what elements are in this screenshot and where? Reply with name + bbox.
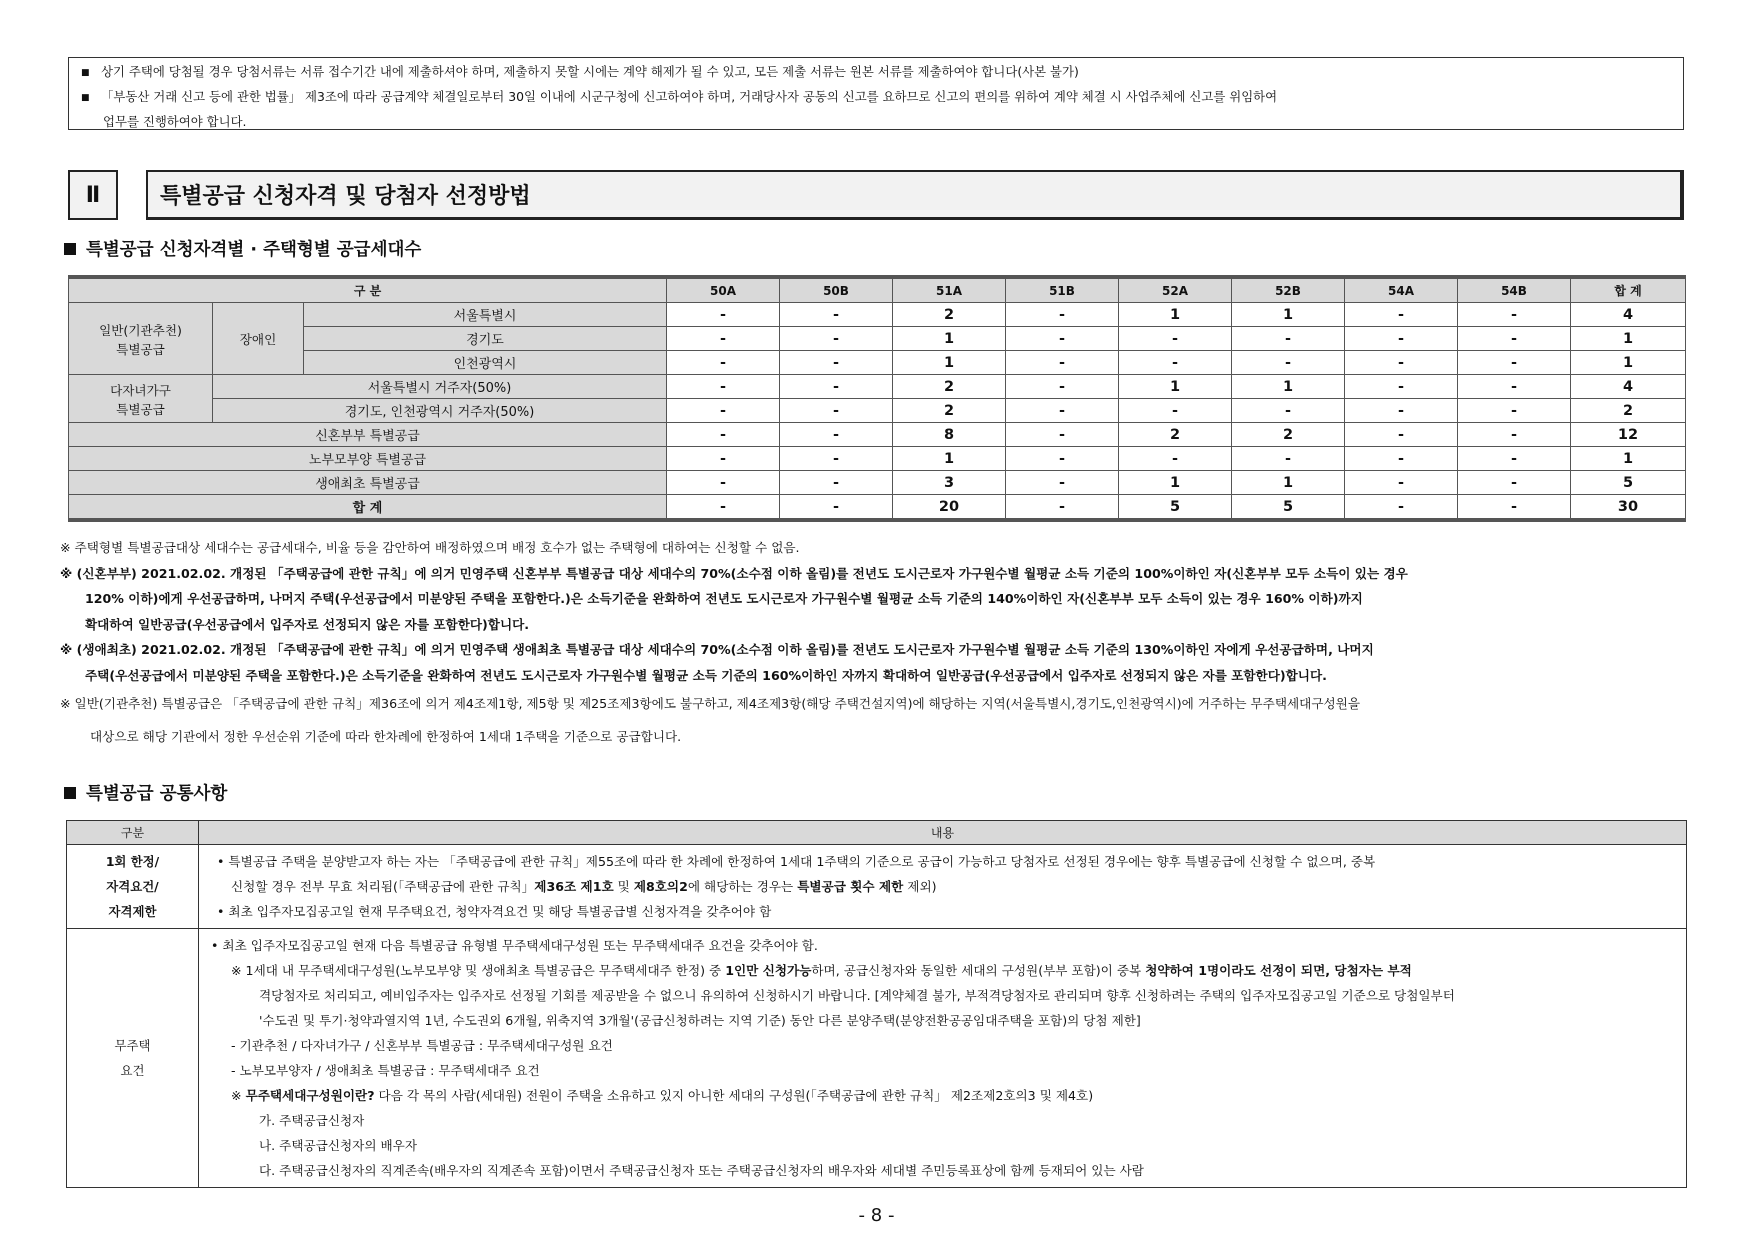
content-line: • 최초 입주자모집공고일 현재 다음 특별공급 유형별 무주택세대구성원 또는 무주택세대주 요건을 갖추어야 함. (211, 938, 818, 953)
cell-value: 1 (893, 327, 1006, 351)
note-3-line-1: ※ (생애최초) 2021.02.02. 개정된 「주택공급에 관한 규칙」에 의거 민영주택 생애최초 특별공급 대상 세대수의 70%(소수점 이하 올림)를 전년도 도시근로자 가구원수별 월평균 소득 기준의 130%이하인 자에게 우선공급하며, 나머지 (60, 642, 1374, 658)
cell-value: - (667, 399, 780, 423)
common-row-homeless (67, 929, 1687, 1188)
subtitle-supply: 특별공급 신청자격별 · 주택형별 공급세대수 (64, 236, 421, 261)
cell-value: 8 (893, 423, 1006, 447)
table-total-row (69, 495, 1686, 521)
notice-line-2: ■ 「부동산 거래 신고 등에 관한 법률」 제3조에 따라 공급계약 체결일로부터 30일 이내에 시군구청에 신고하여야 하며, 거래당사자 공동의 신고를 요하므로 신고의 편의를 위하여 계약 체결 시 사업주체에 신고를 위임하여 (81, 85, 1673, 110)
cell-value: - (1345, 327, 1458, 351)
cell-total: 1 (1571, 327, 1686, 351)
common-header-row (67, 821, 1687, 845)
content-line: - 노부모부양자 / 생애최초 특별공급 : 무주택세대주 요건 (231, 1063, 540, 1078)
cell-value: 5 (1232, 495, 1345, 521)
notes (60, 535, 1680, 750)
header-type: 54B (1458, 277, 1571, 303)
row-label: 인천광역시 (304, 351, 667, 375)
cell-value: - (667, 375, 780, 399)
cell-total: 1 (1571, 351, 1686, 375)
cell-value: - (1006, 399, 1119, 423)
notice-line-1: ■ 상기 주택에 당첨될 경우 당첨서류는 서류 접수기간 내에 제출하셔야 하며, 제출하지 못할 시에는 계약 해제가 될 수 있고, 모든 제출 서류는 원본 서류를 제출하여야 합니다(사본 불가) (81, 60, 1673, 85)
table-row (69, 399, 1686, 423)
cell-value: - (780, 495, 893, 521)
section-header (68, 170, 1684, 220)
table-row (69, 471, 1686, 495)
note-1: ※ 주택형별 특별공급대상 세대수는 공급세대수, 비율 등을 감안하여 배정하였으며 배정 호수가 없는 주택형에 대하여는 신청할 수 없음. (60, 540, 800, 555)
cell-value: - (780, 399, 893, 423)
cell-value: - (1345, 399, 1458, 423)
cell-value: - (1458, 327, 1571, 351)
cell-value: - (1458, 495, 1571, 521)
table-row (69, 375, 1686, 399)
category-multi-child: 다자녀가구 특별공급 (69, 375, 213, 423)
cell-value: - (1458, 303, 1571, 327)
bullet-icon: ■ (81, 93, 90, 103)
content-line: • 최초 입주자모집공고일 현재 무주택요건, 청약자격요건 및 해당 특별공급별 신청자격을 갖추어야 함 (217, 904, 772, 919)
cell-total: 30 (1571, 495, 1686, 521)
cell-value: 20 (893, 495, 1006, 521)
header-content: 내용 (199, 821, 1687, 845)
cell-value: 2 (893, 399, 1006, 423)
square-bullet-icon (64, 787, 76, 799)
category-general: 일반(기관추천) 특별공급 (69, 303, 213, 375)
header-category: 구분 (67, 821, 199, 845)
row-content (199, 929, 1687, 1188)
cell-value: - (667, 495, 780, 521)
cell-value: - (1119, 399, 1232, 423)
cell-value: - (1345, 303, 1458, 327)
cell-value: - (780, 327, 893, 351)
header-type: 54A (1345, 277, 1458, 303)
cell-value: - (667, 351, 780, 375)
table-row (69, 327, 1686, 351)
cell-value: - (1458, 399, 1571, 423)
note-4-line-2: 대상으로 해당 기관에서 정한 우선순위 기준에 따라 한차례에 한정하여 1세대 1주택을 기준으로 공급합니다. (90, 729, 682, 745)
cell-total: 4 (1571, 303, 1686, 327)
page-number: - 8 - (858, 1205, 895, 1226)
content-line: ※ 1세대 내 무주택세대구성원(노부모부양 및 생애최초 특별공급은 무주택세대주 한정) 중 1인만 신청가능하며, 공급신청자와 동일한 세대의 구성원(부부 포함)이 중복 청약하여 1명이라도 선정이 되면, 당첨자는 부적 (231, 963, 1412, 978)
cell-value: - (1345, 351, 1458, 375)
cell-total: 5 (1571, 471, 1686, 495)
subtitle-common: 특별공급 공통사항 (64, 780, 227, 805)
cell-total: 2 (1571, 399, 1686, 423)
cell-value: - (1006, 447, 1119, 471)
cell-value: - (1006, 351, 1119, 375)
header-category: 구 분 (69, 277, 667, 303)
content-line: '수도권 및 투기·청약과열지역 1년, 수도권외 6개월, 위축지역 3개월'(공급신청하려는 지역 기준) 동안 다른 분양주택(분양전환공공임대주택을 포함)의 당첨 제한] (259, 1013, 1141, 1028)
supply-table (68, 275, 1686, 522)
cell-value: - (1232, 327, 1345, 351)
cell-value: - (667, 447, 780, 471)
cell-total: 1 (1571, 447, 1686, 471)
row-label: 노부모부양 특별공급 (69, 447, 667, 471)
note-2-line-3: 확대하여 일반공급(우선공급에서 입주자로 선정되지 않은 자를 포함한다)합니다. (85, 616, 530, 632)
note-4-line-1: ※ 일반(기관추천) 특별공급은 「주택공급에 관한 규칙」제36조에 의거 제4조제1항, 제5항 및 제25조제3항에도 불구하고, 제4조제3항(해당 주택건설지역)에 해당하는 지역(서울특별시,경기도,인천광역시)에 거주하는 무주택세대구성원을 (60, 695, 1360, 711)
cell-value: 1 (1119, 303, 1232, 327)
cell-value: 1 (1232, 471, 1345, 495)
cell-total: 12 (1571, 423, 1686, 447)
cell-value: 1 (893, 447, 1006, 471)
table-header-row (69, 277, 1686, 303)
cell-value: 1 (893, 351, 1006, 375)
cell-total: 4 (1571, 375, 1686, 399)
row-label: 서울특별시 거주자(50%) (213, 375, 667, 399)
cell-value: - (1006, 423, 1119, 447)
cell-value: - (1119, 327, 1232, 351)
cell-value: - (667, 423, 780, 447)
note-2-line-2: 120% 이하)에게 우선공급하며, 나머지 주택(우선공급에서 미분양된 주택을 포함한다.)은 소득기준을 완화하여 전년도 도시근로자 가구원수별 월평균 소득 기준의 140%이하인 자(신혼부부 모두 소득이 있는 경우 160% 이하)까지 (85, 591, 1363, 607)
row-label: 경기도, 인천광역시 거주자(50%) (213, 399, 667, 423)
table-row (69, 447, 1686, 471)
cell-value: - (1458, 351, 1571, 375)
cell-value: - (1006, 303, 1119, 327)
header-type: 51A (893, 277, 1006, 303)
cell-value: - (667, 303, 780, 327)
cell-value: - (1232, 351, 1345, 375)
cell-value: - (667, 471, 780, 495)
cell-value: 2 (1119, 423, 1232, 447)
cell-value: - (667, 327, 780, 351)
cell-value: - (1458, 447, 1571, 471)
cell-value: - (1006, 375, 1119, 399)
cell-value: - (1345, 495, 1458, 521)
table-row (69, 351, 1686, 375)
content-line: 격당첨자로 처리되고, 예비입주자는 입주자로 선정될 기회를 제공받을 수 없으니 유의하여 신청하시기 바랍니다. [계약체결 불가, 부적격당첨자로 관리되며 향후 신청하려는 주택의 입주자모집공고일 기준으로 당첨일부터 (259, 988, 1455, 1003)
cell-value: - (780, 423, 893, 447)
table-row (69, 303, 1686, 327)
row-label: 무주택 요건 (67, 929, 199, 1188)
header-total: 합 계 (1571, 277, 1686, 303)
row-content (199, 845, 1687, 929)
content-line: 신청할 경우 전부 무효 처리됨(「주택공급에 관한 규칙」제36조 제1호 및 제8호의2에 해당하는 경우는 특별공급 횟수 제한 제외) (231, 879, 937, 894)
category-disabled: 장애인 (213, 303, 304, 375)
square-bullet-icon (64, 243, 76, 255)
cell-value: 3 (893, 471, 1006, 495)
cell-value: - (1345, 471, 1458, 495)
cell-value: 1 (1119, 471, 1232, 495)
common-table (66, 820, 1687, 1188)
cell-value: 2 (893, 303, 1006, 327)
cell-value: 1 (1119, 375, 1232, 399)
cell-value: - (1006, 327, 1119, 351)
header-type: 52B (1232, 277, 1345, 303)
cell-value: 5 (1119, 495, 1232, 521)
section-title: 특별공급 신청자격 및 당첨자 선정방법 (146, 170, 1684, 220)
cell-value: - (1345, 423, 1458, 447)
cell-value: - (1119, 351, 1232, 375)
header-type: 50B (780, 277, 893, 303)
notice-line-3: 업무를 진행하여야 합니다. (103, 114, 247, 129)
cell-value: - (1345, 375, 1458, 399)
row-label: 합 계 (69, 495, 667, 521)
cell-value: - (780, 447, 893, 471)
row-label: 1회 한정/ 자격요건/ 자격제한 (67, 845, 199, 929)
content-line: 다. 주택공급신청자의 직계존속(배우자의 직계존속 포함)이면서 주택공급신청자 또는 주택공급신청자의 배우자와 세대별 주민등록표상에 함께 등재되어 있는 사람 (259, 1163, 1144, 1178)
cell-value: - (1232, 399, 1345, 423)
cell-value: - (780, 351, 893, 375)
note-2-line-1: ※ (신혼부부) 2021.02.02. 개정된 「주택공급에 관한 규칙」에 의거 민영주택 신혼부부 특별공급 대상 세대수의 70%(소수점 이하 올림)를 전년도 도시근로자 가구원수별 월평균 소득 기준의 100%이하인 자(신혼부부 모두 소득이 있는 경우 (60, 565, 1408, 581)
cell-value: - (780, 303, 893, 327)
header-type: 52A (1119, 277, 1232, 303)
notice-box (68, 57, 1684, 130)
content-line: • 특별공급 주택을 분양받고자 하는 자는 「주택공급에 관한 규칙」제55조에 따라 한 차례에 한정하여 1세대 1주택의 기준으로 공급이 가능하고 당첨자로 선정된 경우에는 향후 특별공급에 신청할 수 없으며, 중복 (217, 854, 1376, 869)
content-line: ※ 무주택세대구성원이란? 다음 각 목의 사람(세대원) 전원이 주택을 소유하고 있지 아니한 세대의 구성원(「주택공급에 관한 규칙」 제2조제2호의3 및 제4호) (231, 1088, 1094, 1103)
cell-value: 2 (893, 375, 1006, 399)
cell-value: - (1119, 447, 1232, 471)
cell-value: - (1458, 423, 1571, 447)
cell-value: - (1345, 447, 1458, 471)
content-line: 가. 주택공급신청자 (259, 1113, 365, 1128)
section-number: Ⅱ (68, 170, 118, 220)
note-3-line-2: 주택(우선공급에서 미분양된 주택을 포함한다.)은 소득기준을 완화하여 전년도 도시근로자 가구원수별 월평균 소득 기준의 160%이하인 자까지 확대하여 일반공급(우선공급에서 입주자로 선정되지 않은 자를 포함한다)합니다. (85, 667, 1327, 683)
row-label: 신혼부부 특별공급 (69, 423, 667, 447)
cell-value: - (1006, 471, 1119, 495)
cell-value: - (1006, 495, 1119, 521)
cell-value: - (1232, 447, 1345, 471)
cell-value: - (1458, 375, 1571, 399)
cell-value: 1 (1232, 303, 1345, 327)
table-row (69, 423, 1686, 447)
row-label: 생애최초 특별공급 (69, 471, 667, 495)
cell-value: 1 (1232, 375, 1345, 399)
row-label: 서울특별시 (304, 303, 667, 327)
row-label: 경기도 (304, 327, 667, 351)
cell-value: - (780, 471, 893, 495)
header-type: 50A (667, 277, 780, 303)
content-line: - 기관추천 / 다자녀가구 / 신혼부부 특별공급 : 무주택세대구성원 요건 (231, 1038, 613, 1053)
cell-value: 2 (1232, 423, 1345, 447)
bullet-icon: ■ (81, 68, 90, 78)
cell-value: - (1458, 471, 1571, 495)
cell-value: - (780, 375, 893, 399)
common-row-limit (67, 845, 1687, 929)
header-type: 51B (1006, 277, 1119, 303)
content-line: 나. 주택공급신청자의 배우자 (259, 1138, 417, 1153)
